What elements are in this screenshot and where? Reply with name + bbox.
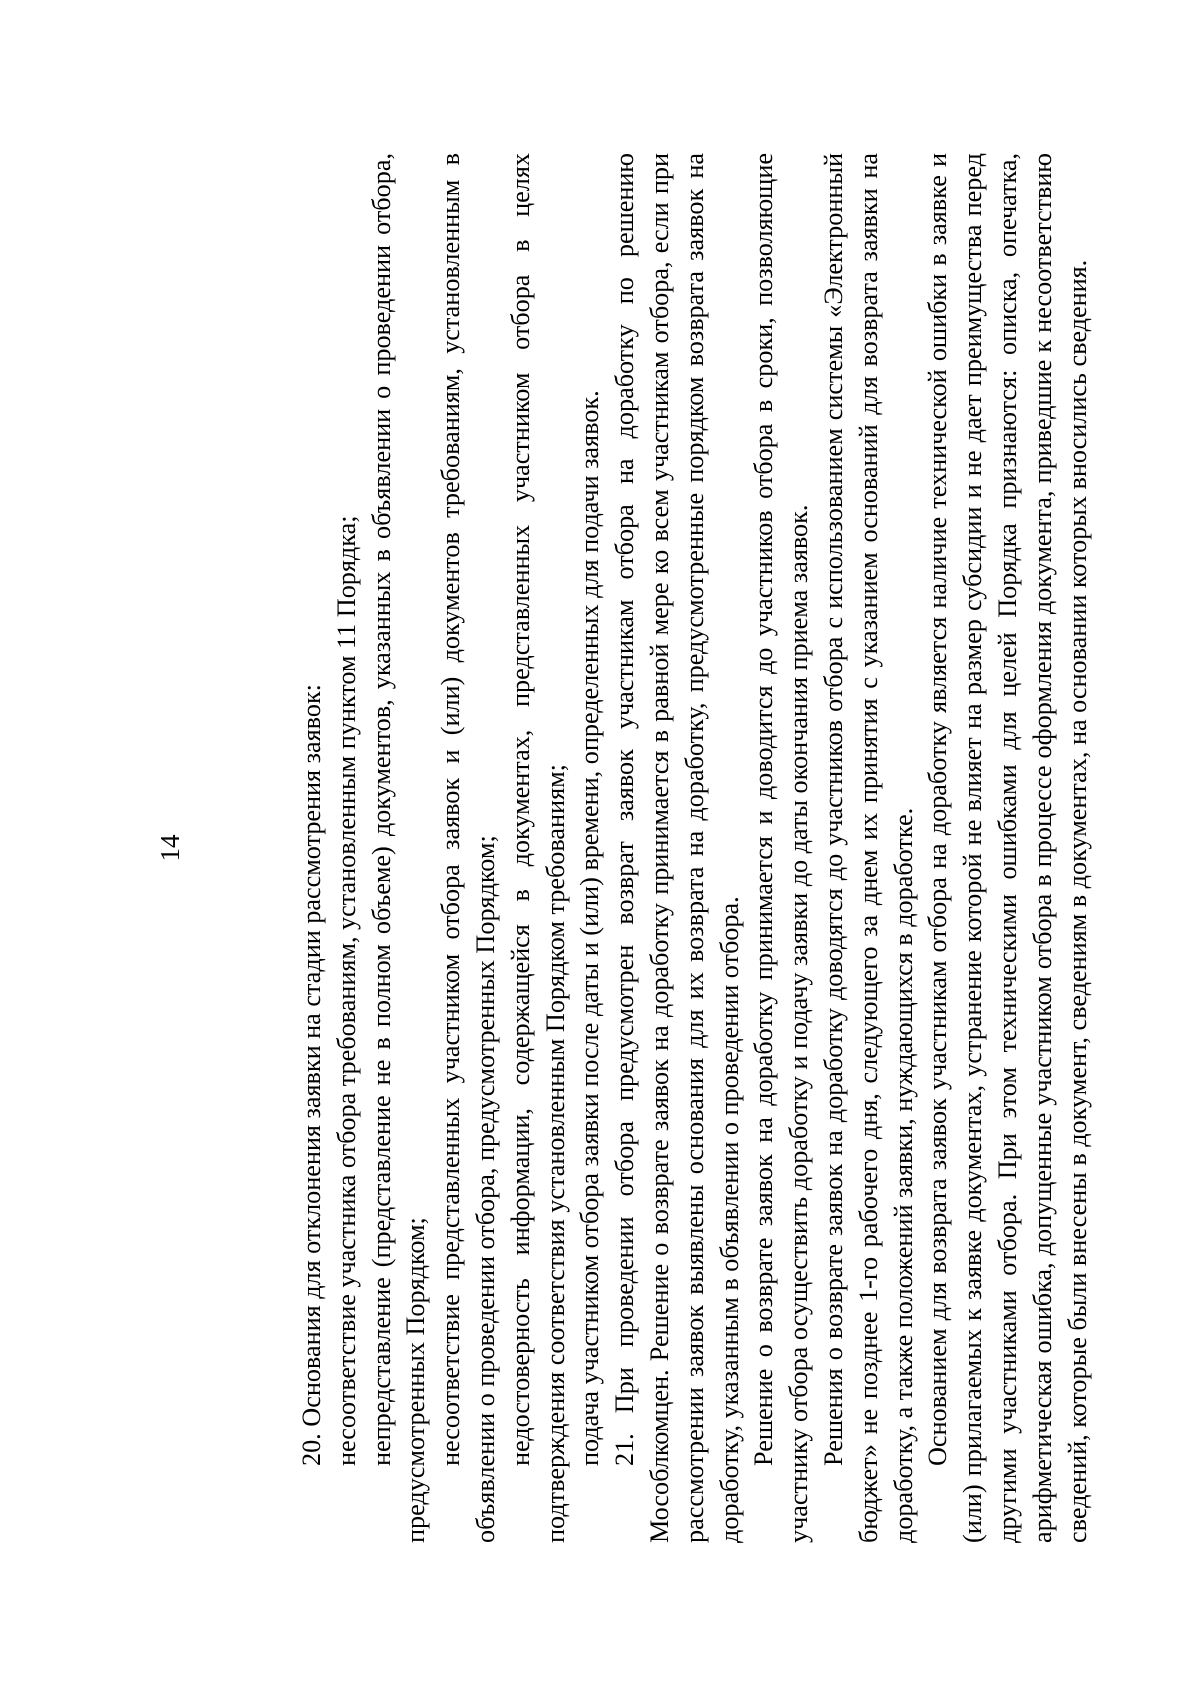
paragraph-documents-mismatch: несоответствие представленных участником отбора заявок и (или) документов требованиям, установленным в объявлении о проведении отбора, предусмотренных Порядком; — [436, 153, 500, 1543]
paragraph-return-notification: Решения о возврате заявок на доработку доводятся до участников отбора с использованием системы «Электронный бюджет» не позднее 1-го рабочего дня, следующего за днем их принятия с указанием оснований для возврата заявки на доработку, а также положений заявки, нуждающихся в доработке. — [818, 153, 918, 1543]
paragraph-rejection-grounds: 20. Основания для отклонения заявки на стадии рассмотрения заявок: — [297, 684, 326, 1466]
rotated-content — [150, 153, 1092, 1543]
paragraph-participant-mismatch: несоответствие участника отбора требованиям, установленным пунктом 11 Порядка; — [331, 515, 361, 1466]
paragraph-technical-errors: Основанием для возврата заявок участникам отбора на доработку является наличие технической ошибки в заявке и (или) прилагаемых к заявке документах, устранение которой не влияет на размер субсидии и не дает преимущества перед другими участниками отбора. При этом техническими ошибками для целей Порядка признаются: описка, опечатка, арифметическая ошибка, допущенные участником отбора в процессе оформления документа, приведшие к несоответствию сведений, которые были внесены в документ, сведениям в документах, на основании которых вносились сведения. — [923, 153, 1092, 1543]
paragraph-return-for-revision: 21. При проведении отбора предусмотрен возврат заявок участникам отбора на доработку по решению Мособлкомцен. Решение о возврате заявок на доработку принимается в равной мере ко всем участникам отбора, если при рассмотрении заявок выявлены основания для их возврата на доработку, предусмотренные порядком возврата заявок на доработку, указанным в объявлении о проведении отбора. — [610, 153, 744, 1543]
document-body — [295, 153, 1095, 1543]
paragraph-return-decision-timing: Решение о возврате заявок на доработку принимается и доводится до участников отбора в сроки, позволяющие участнику отбора осуществить доработку и подачу заявки до даты окончания приема заявок. — [749, 153, 814, 1543]
paragraph-late-submission: подача участником отбора заявки после даты и (или) времени, определенных для подачи заявок. — [575, 390, 605, 1466]
paragraph-false-information: недостоверность информации, содержащейся в документах, представленных участником отбора в целях подтверждения соответствия установленным Порядком требованиям; — [505, 153, 570, 1543]
page-number: 14 — [155, 834, 185, 862]
paragraph-documents-missing: непредставление (представление не в полном объеме) документов, указанных в объявлении о проведении отбора, предусмотренных Порядком; — [366, 153, 431, 1543]
